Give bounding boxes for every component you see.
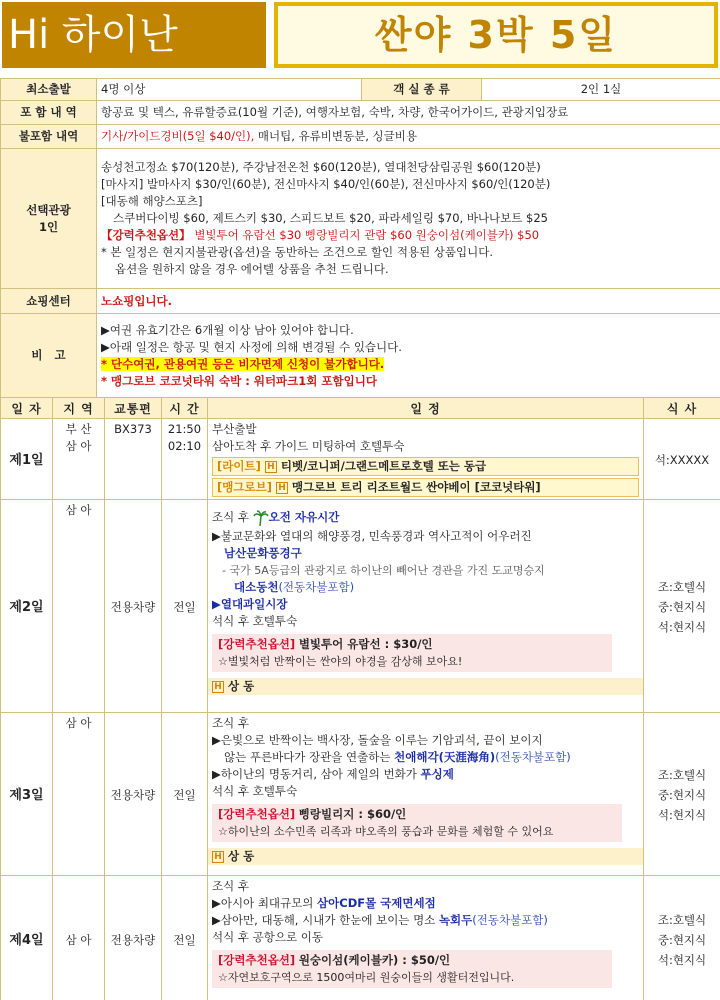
hotel-tag: [라이트]	[217, 459, 261, 473]
hotel-name: 티벳/코니퍼/그랜드메트로호텔 또는 동급	[280, 459, 487, 473]
day2-region: 삼 아	[53, 500, 105, 713]
hotel-icon: H	[212, 681, 224, 693]
day2-schedule	[208, 500, 644, 713]
day3-place: 천애해각(天涯海角)	[394, 750, 496, 764]
note-value	[97, 314, 720, 398]
day3-schedule	[208, 713, 644, 876]
day3-label: 제3일	[1, 713, 53, 876]
inc-label: 포 함 내 역	[1, 101, 97, 125]
day1-meal: 석:XXXXX	[644, 419, 720, 500]
day4-place: 삼아CDF몰 국제면세점	[317, 896, 436, 910]
same-hotel: 상 동	[228, 849, 255, 863]
day3-meal: 조:호텔식 중:현지식 석:현지식	[644, 713, 720, 876]
header	[0, 0, 720, 76]
day2-note: (전동차불포함)	[278, 580, 355, 594]
day2-line: 석식 후 호텔투숙	[212, 614, 298, 628]
shop-label: 쇼핑센터	[1, 289, 97, 314]
day3-region: 삼 아	[53, 713, 105, 876]
day2-shopping	[208, 678, 643, 695]
option-desc: ☆하이난의 소수민족 리족과 먀오족의 풍습과 문화를 체험할 수 있어요	[218, 825, 554, 838]
hotel-icon: H	[212, 851, 224, 863]
day4-line: ▶아시아 최대규모의	[212, 896, 318, 910]
day2-label: 제2일	[1, 500, 53, 713]
shop-value: 노쇼핑입니다.	[97, 289, 720, 314]
option-tag: [강력추천옵션]	[218, 807, 296, 821]
exc-rest: 매너팁, 유류비변동분, 싱글비용	[254, 129, 417, 143]
opt-line: 스쿠버다이빙 $60, 제트스키 $30, 스피드보트 $20, 파라세일링 $70, 바나나보트 $25	[113, 211, 548, 225]
day4-transport: 전용차량	[105, 876, 162, 1000]
day4-line: 조식 후	[212, 879, 249, 893]
option-desc: ☆자연보호구역으로 1500여마리 원숭이들의 생활터전입니다.	[218, 971, 515, 984]
hotel-icon: H	[265, 461, 277, 473]
note-line: ▶아래 일정은 항공 및 현지 사정에 의해 변경될 수 있습니다.	[101, 339, 402, 354]
day4-label: 제4일	[1, 876, 53, 1000]
option-name: 별빛투어 유람선 : $30/인	[298, 637, 433, 651]
col-transport: 교통편	[105, 398, 162, 419]
day4-option	[212, 950, 612, 988]
hotel-icon: H	[276, 482, 288, 494]
room-value: 2인 1실	[482, 79, 720, 101]
day3-place: 푸싱제	[420, 767, 454, 781]
exc-red: 기사/가이드경비(5일 $40/인),	[101, 129, 255, 143]
day3-shopping	[208, 848, 643, 865]
option-name: 원숭이섬(케이블카) : $50/인	[298, 953, 451, 967]
same-hotel: 상 동	[228, 679, 255, 693]
day2-meal: 조:호텔식 중:현지식 석:현지식	[644, 500, 720, 713]
day4-row	[1, 876, 720, 1000]
day2-line: - 국가 5A등급의 관광지로 하이난의 빼어난 경관을 가진 도교명승지	[222, 564, 545, 577]
note-red: * 맹그로브 코코넛타워 숙박 : 워터파크1회 포함입니다	[101, 373, 377, 388]
day4-line: 석식 후 공항으로 이동	[212, 930, 323, 944]
day4-place: 녹회두	[438, 913, 473, 927]
day1-region: 부 산 삼 아	[53, 419, 105, 500]
day3-line: 조식 후	[212, 716, 249, 730]
opt-line: [대동해 해양스포츠]	[101, 194, 203, 208]
note-highlight: * 단수여권, 관용여권 등은 비자면제 신청이 불가합니다.	[101, 356, 385, 371]
hotel-tag: [맹그로브]	[217, 480, 272, 494]
day2-option	[212, 634, 612, 672]
itinerary-table	[0, 397, 720, 1000]
opt-line: 송성천고정쇼 $70(120분), 주강남전온천 $60(120분), 열대천당삼림공원 $60(120분)	[101, 160, 541, 174]
opt-note: * 본 일정은 현지지불관광(옵션)을 동반하는 조건으로 할인 적용된 상품입니다.	[101, 245, 493, 259]
day2-place: 남산문화풍경구	[224, 546, 302, 560]
info-table	[0, 78, 720, 398]
opt-line: [마사지] 발마사지 $30/인(60분), 전신마사지 $40/인(60분), 전신마사지 $60/인(120분)	[101, 177, 551, 191]
exc-label: 불포함 내역	[1, 125, 97, 149]
day2-free-time: 오전 자유시간	[268, 510, 340, 524]
day1-line: 삼아도착 후 가이드 미팅하여 호텔투숙	[212, 439, 405, 453]
day1-time: 21:50 02:10	[162, 419, 208, 500]
note-label: 비 고	[1, 314, 97, 398]
day4-time: 전일	[162, 876, 208, 1000]
day1-row	[1, 419, 720, 500]
day2-line: 조식 후	[212, 510, 249, 524]
day3-line: 석식 후 호텔투숙	[212, 784, 298, 798]
day4-note: (전동차불포함)	[472, 913, 548, 927]
day1-label: 제1일	[1, 419, 53, 500]
opt-strong-tag: 【강력추천옵션】	[101, 228, 191, 242]
day1-line: 부산출발	[212, 422, 257, 436]
day4-region: 삼 아	[53, 876, 105, 1000]
col-schedule: 일 정	[208, 398, 644, 419]
opt-label-1: 선택관광	[26, 202, 71, 217]
option-tag: [강력추천옵션]	[218, 637, 296, 651]
col-meal: 식 사	[644, 398, 720, 419]
day1-transport: BX373	[105, 419, 162, 500]
day3-line: 않는 푸른바다가 장관을 연출하는	[224, 750, 395, 764]
option-desc: ☆별빛처럼 반짝이는 싼야의 야경을 감상해 보아요!	[218, 655, 463, 668]
day3-time: 전일	[162, 713, 208, 876]
opt-label-2: 1인	[38, 219, 59, 234]
day4-line: ▶삼아만, 대동해, 시내가 한눈에 보이는 명소	[212, 913, 439, 927]
exc-value	[97, 125, 720, 149]
note-line: ▶여권 유효기간은 6개월 이상 남아 있어야 합니다.	[101, 322, 354, 337]
hotel-name: 맹그로브 트리 리조트월드 싼야베이 [코코넛타워]	[291, 480, 541, 494]
min-label: 최소출발	[1, 79, 97, 101]
day3-row	[1, 713, 720, 876]
tour-title: 싼야 3박 5일	[274, 2, 718, 68]
day4-schedule	[208, 876, 644, 1000]
opt-label	[1, 149, 97, 289]
day2-transport: 전용차량	[105, 500, 162, 713]
day2-place: 대소동천	[234, 580, 279, 594]
brand-title: Hi 하이난	[2, 2, 266, 68]
room-label: 객 실 종 류	[362, 79, 482, 101]
day2-time: 전일	[162, 500, 208, 713]
day3-note: (전동차불포함)	[495, 750, 571, 764]
palm-tree-icon	[253, 510, 269, 526]
day3-transport: 전용차량	[105, 713, 162, 876]
day3-option	[212, 804, 622, 842]
option-tag: [강력추천옵션]	[218, 953, 296, 967]
day2-line: ▶불교문화와 열대의 해양풍경, 민속풍경과 역사고적이 어우러진	[212, 529, 532, 543]
day4-meal: 조:호텔식 중:현지식 석:현지식	[644, 876, 720, 1000]
day1-hotel-lite	[212, 457, 639, 476]
opt-strong-items: 별빛투어 유람선 $30 삥랑빌리지 관람 $60 원숭이섬(케이블카) $50	[194, 228, 540, 242]
col-time: 시 간	[162, 398, 208, 419]
min-value: 4명 이상	[97, 79, 362, 101]
day3-line: ▶은빛으로 반짝이는 백사장, 돌숲을 이루는 기암괴석, 끝이 보이지	[212, 733, 543, 747]
col-region: 지 역	[53, 398, 105, 419]
day3-line: ▶하이난의 명동거리, 삼아 제일의 번화가	[212, 767, 421, 781]
day1-hotel-mangrove	[212, 478, 639, 497]
opt-value	[97, 149, 720, 289]
day2-row	[1, 500, 720, 713]
inc-value: 항공료 및 텍스, 유류할증료(10월 기준), 여행자보험, 숙박, 차량, 한국어가이드, 관광지입장료	[97, 101, 720, 125]
day1-schedule	[208, 419, 644, 500]
day2-place: ▶열대과일시장	[212, 597, 288, 611]
option-name: 삥랑빌리지 : $60/인	[298, 807, 407, 821]
col-date: 일 자	[1, 398, 53, 419]
opt-note: 옵션을 원하지 않을 경우 에어텔 상품을 추천 드립니다.	[115, 262, 389, 276]
